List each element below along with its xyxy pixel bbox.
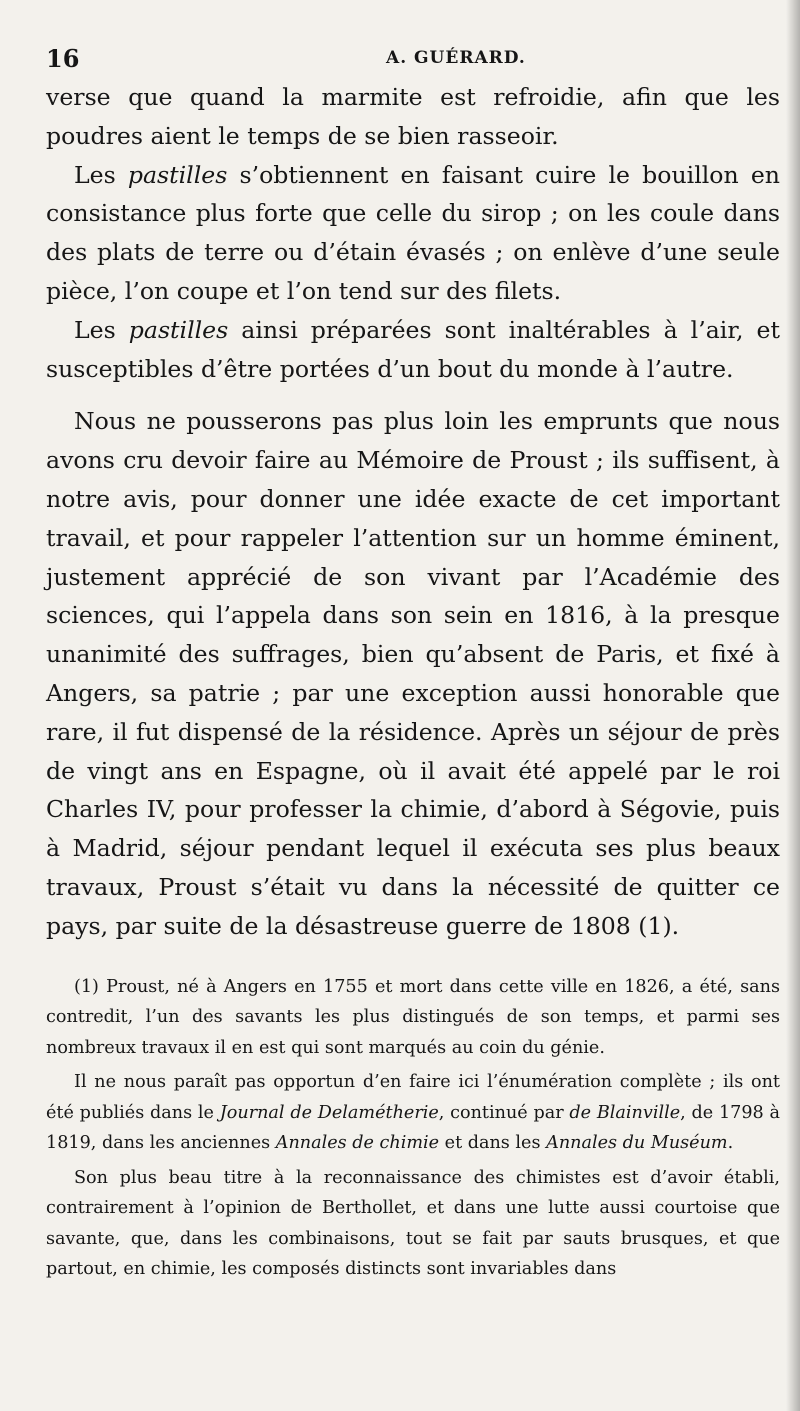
- main-text: [46, 78, 780, 946]
- footnote-2-journal: Journal de Delamétherie: [219, 1102, 439, 1123]
- page-number: 16: [46, 44, 80, 73]
- page-edge-shadow: [786, 0, 800, 1411]
- running-head: A. GUÉRARD.: [386, 48, 526, 68]
- footnote-2: [46, 1067, 780, 1159]
- paragraph-4: Nous ne pousserons pas plus loin les emprunts que nous avons cru devoir faire au Mémoire de Proust ; ils suffisent, à notre avis, pour donner une idée exacte de cet important travail, et pour rappeler l’attention sur un homme éminent, justement apprécié de son vivant par l’Académie des sciences, qui l’appela dans son sein en 1816, à la presque unanimité des suffrages, bien qu’absent de Paris, et fixé à Angers, sa patrie ; par une exception aussi honorable que rare, il fut dispensé de la résidence. Après un séjour de près de vingt ans en Espagne, où il avait été appelé par le roi Charles IV, pour professer la chimie, d’abord à Ségovie, puis à Madrid, séjour pendant lequel il exécuta ses plus beaux travaux, Proust s’était vu dans la nécessité de quitter ce pays, par suite de la désastreuse guerre de 1808 (1).: [46, 407, 780, 940]
- paragraph-3-rest: ainsi préparées sont inaltérables à l’air, et susceptibles d’être portées d’un bout du monde à l’autre.: [46, 315, 780, 383]
- footnote-2-blainville: de Blainville: [569, 1102, 681, 1123]
- footnote-2-part-e: .: [727, 1133, 734, 1154]
- footnote-2-part-b: , continué par: [438, 1102, 570, 1123]
- footnote-2-annales-museum: Annales du Muséum: [546, 1133, 728, 1154]
- footnote-2-annales-chimie: Annales de chimie: [275, 1133, 440, 1154]
- footnote-2-part-a: Il ne nous paraît pas opportun d’en faire ici l’énumération complète ; ils ont été publiés dans le: [46, 1072, 780, 1123]
- footnote-3: Son plus beau titre à la reconnaissance des chimistes est d’avoir établi, contrairement à l’opinion de Berthollet, et dans une lutte aussi courtoise que savante, que, dans les combinaisons, tout se fait par sauts brusques, et que partout, en chimie, les composés distincts sont invariables dans: [46, 1167, 780, 1280]
- paragraph-3: [46, 311, 780, 389]
- footnotes: [46, 972, 780, 1285]
- footnote-2-part-d: et dans les: [439, 1133, 547, 1154]
- paragraph-2-term: pastilles: [127, 160, 228, 189]
- paragraph-3-start: Les: [74, 315, 129, 344]
- paragraph-2: [46, 156, 780, 311]
- paragraph-1: verse que quand la marmite est refroidie, afin que les poudres aient le temps de se bien rasseoir.: [46, 83, 780, 150]
- footnote-2-part-c: , de 1798 à 1819, dans les anciennes: [46, 1102, 780, 1154]
- paragraph-2-rest: s’obtiennent en faisant cuire le bouillon en consistance plus forte que celle du sirop ; on les coule dans des plats de terre ou d’étain évasés ; on enlève d’une seule pièce, l’on coupe et l’on tend sur des filets.: [46, 160, 780, 305]
- page-header: [46, 30, 780, 78]
- paragraph-3-term: pastilles: [128, 315, 229, 344]
- paragraph-2-start: Les: [74, 160, 128, 189]
- footnote-1: (1) Proust, né à Angers en 1755 et mort dans cette ville en 1826, a été, sans contredit, l’un des savants les plus distingués de son temps, et parmi ses nombreux travaux il en est qui sont marqués au coin du génie.: [46, 976, 780, 1058]
